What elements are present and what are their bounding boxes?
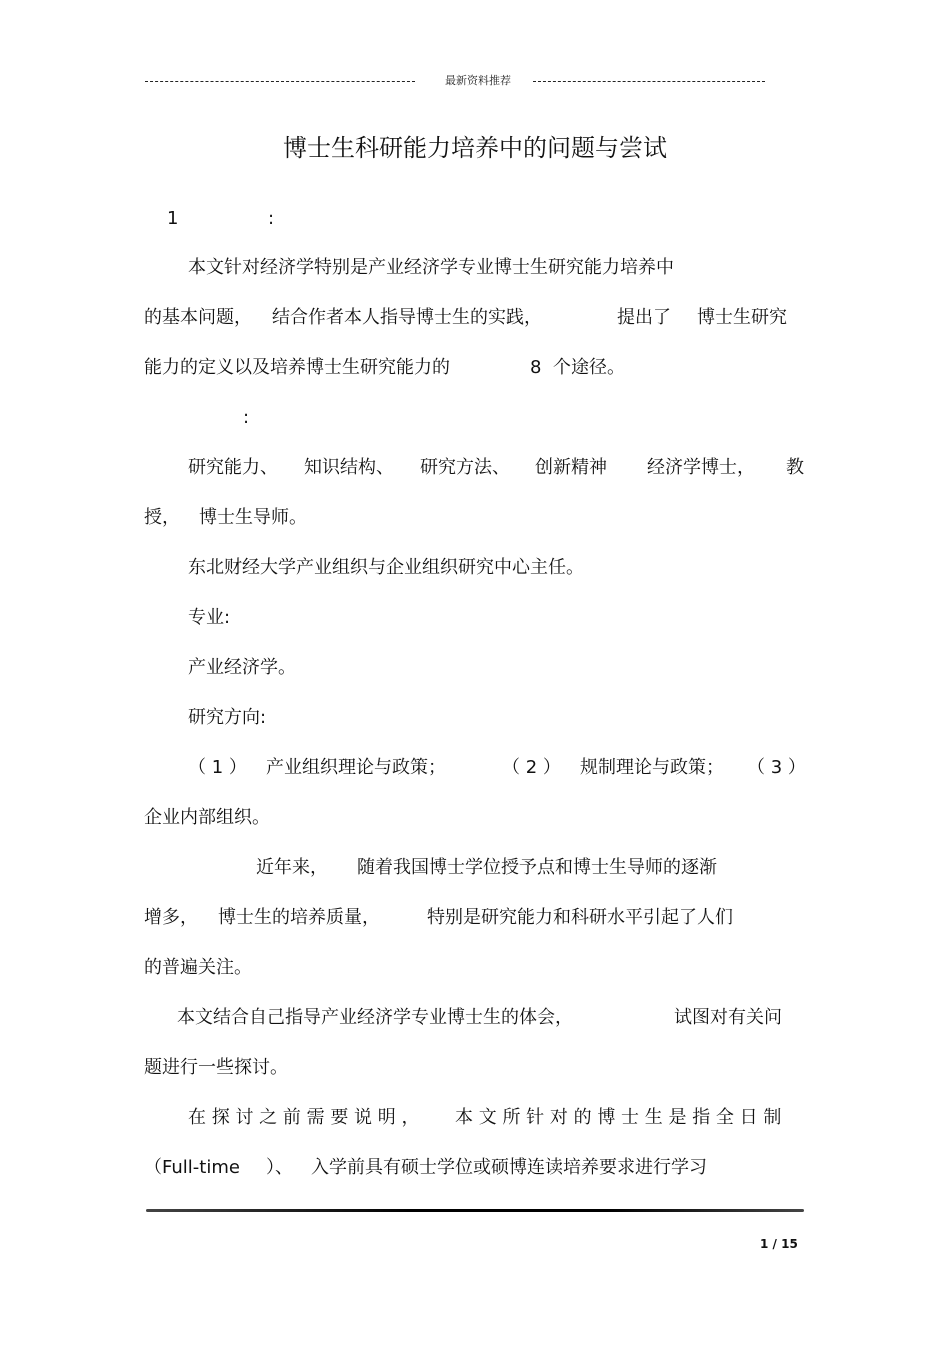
abstract-line-2c: 提出了 — [617, 307, 671, 328]
bio-major: 产业经济学。 — [188, 657, 296, 678]
body-p2-a: 本文结合自己指导产业经济学专业博士生的体会， — [177, 1007, 573, 1028]
bio-major-label: 专业: — [188, 607, 231, 628]
abstract-line-3c: 个途径。 — [553, 357, 625, 378]
keyword-6: 教 — [786, 457, 804, 478]
body-p2-c: 题进行一些探讨。 — [144, 1057, 288, 1078]
direction-2-number: （ 2 ） — [502, 757, 561, 778]
body-p1-f: 的普遍关注。 — [144, 957, 252, 978]
body-p1-b: 随着我国博士学位授予点和博士生导师的逐渐 — [357, 857, 717, 878]
direction-2-text: 规制理论与政策； — [580, 757, 724, 778]
body-p1-d: 博士生的培养质量， — [218, 907, 380, 928]
body-p3-d: ）、 — [266, 1157, 293, 1178]
direction-3-text: 企业内部组织。 — [144, 807, 270, 828]
keyword-1: 研究能力、 — [188, 457, 278, 478]
abstract-line-3b: 8 — [530, 357, 542, 378]
document-title: 博士生科研能力培养中的问题与尝试 — [283, 134, 667, 162]
direction-1-number: （ 1 ） — [188, 757, 247, 778]
body-p1-e: 特别是研究能力和科研水平引起了人们 — [427, 907, 733, 928]
abstract-line-1: 本文针对经济学特别是产业经济学专业博士生研究能力培养中 — [188, 257, 674, 278]
footer-rule — [146, 1209, 804, 1212]
page-header — [145, 72, 765, 92]
direction-1-text: 产业组织理论与政策； — [266, 757, 446, 778]
keywords-colon: : — [243, 407, 250, 428]
body-p3-e: 入学前具有硕士学位或硕博连读培养要求进行学习 — [311, 1157, 707, 1178]
bio-affiliation: 东北财经大学产业组织与企业组织研究中心主任。 — [188, 557, 584, 578]
keyword-4: 创新精神 — [535, 457, 607, 478]
keyword-5: 经济学博士， — [647, 457, 755, 478]
bio-direction-label: 研究方向: — [188, 707, 267, 728]
keyword-7: 授， — [144, 507, 180, 528]
abstract-line-2a: 的基本问题， — [144, 307, 252, 328]
header-dashed-rule-right — [533, 81, 765, 82]
body-p3-b: 本 文 所 针 对 的 博 士 生 是 指 全 日 制 — [455, 1107, 782, 1128]
keyword-8: 博士生导师。 — [199, 507, 307, 528]
body-p1-a: 近年来， — [256, 857, 328, 878]
author-marker-number: 1 — [167, 208, 179, 229]
abstract-line-3a: 能力的定义以及培养博士生研究能力的 — [144, 357, 450, 378]
abstract-line-2d: 博士生研究 — [697, 307, 787, 328]
keyword-3: 研究方法、 — [420, 457, 510, 478]
direction-3-number: （ 3 ） — [747, 757, 806, 778]
body-p2-b: 试图对有关问 — [674, 1007, 782, 1028]
abstract-line-2b: 结合作者本人指导博士生的实践， — [272, 307, 542, 328]
body-p1-c: 增多， — [144, 907, 198, 928]
body-p3-c: （Full-time — [144, 1157, 240, 1178]
header-label: 最新资料推荐 — [445, 74, 511, 87]
body-p3-a: 在 探 讨 之 前 需 要 说 明 ， — [188, 1107, 420, 1128]
author-marker-colon: : — [268, 208, 275, 229]
keyword-2: 知识结构、 — [304, 457, 394, 478]
header-dashed-rule-left — [145, 81, 415, 82]
page-number: 1 / 15 — [760, 1237, 798, 1251]
